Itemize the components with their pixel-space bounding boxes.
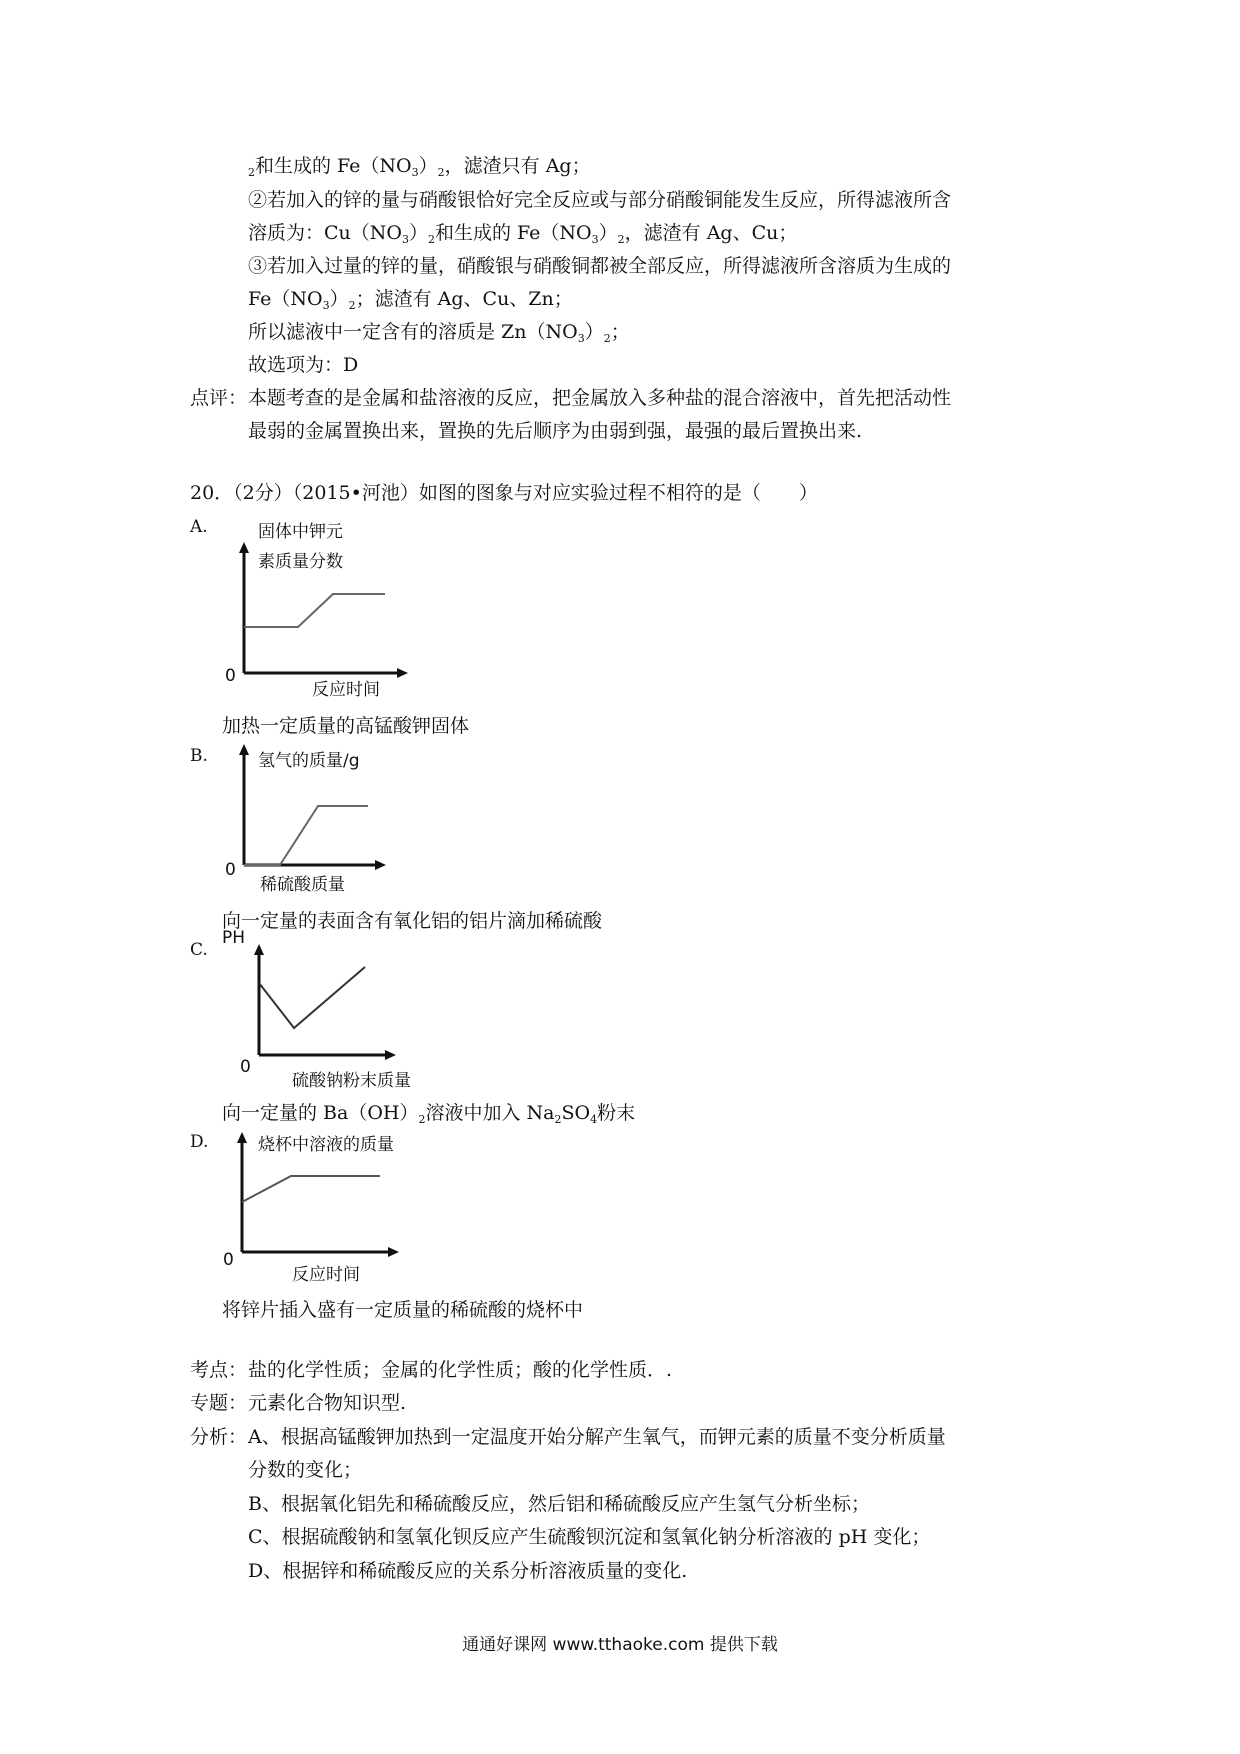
kaodian-label: 考点： [190,1359,248,1381]
fenxi-line-5: D、根据锌和稀硫酸反应的关系分析溶液质量的变化. [248,1560,688,1582]
option-a-ylabel-1: 固体中钾元 [258,522,343,542]
option-c-graph [245,942,420,1062]
fenxi-line-4: C、根据硫酸钠和氢氧化钡反应产生硫酸钡沉淀和氢氧化钠分析溶液的 pH 变化； [248,1526,931,1548]
fenxi-line-2: 分数的变化； [248,1459,363,1481]
analysis-line-3: 溶质为：$Cu(NO_3)_2$和生成的 $Fe(NO_3)_2$，滤渣有 Ag、Cu； [248,222,798,246]
analysis-line-6: 所以滤液中一定含有的溶质是 $Zn(NO_3)_2$； [248,321,630,345]
option-d-caption: 将锌片插入盛有一定质量的稀硫酸的烧杯中 [222,1299,584,1321]
option-a-graph [230,540,410,680]
analysis-line-1: $_2$和生成的 $Fe(NO_3)_2$，滤渣只有 Ag； [248,155,591,179]
option-c-ylabel-1: PH [222,928,246,948]
zhuanti-label: 专题： [190,1392,248,1414]
option-d-origin: 0 [223,1250,234,1270]
option-c-xlabel: 硫酸钠粉末质量 [292,1071,411,1091]
option-d-letter: D. [190,1132,209,1152]
option-a-ylabel-2: 素质量分数 [258,552,343,572]
fenxi-label: 分析： [190,1426,248,1448]
option-d-ylabel-1: 烧杯中溶液的质量 [258,1135,394,1155]
option-a-origin: 0 [225,666,236,686]
option-b-xlabel: 稀硫酸质量 [260,875,345,895]
comment-label: 点评： [190,387,248,409]
option-c-letter: C. [190,940,208,960]
footer-source: 通通好课网 www.tthaoke.com 提供下载 [462,1635,778,1655]
option-b-caption: 向一定量的表面含有氧化铝的铝片滴加稀硫酸 [222,910,603,932]
option-d-graph [228,1130,408,1260]
option-a-caption: 加热一定质量的高锰酸钾固体 [222,715,470,737]
option-b-origin: 0 [225,860,236,880]
analysis-line-5: $Fe(NO_3)_2$；滤渣有 Ag、Cu、Zn； [248,288,573,312]
option-a-letter: A. [190,517,208,537]
kaodian-text: 盐的化学性质；金属的化学性质；酸的化学性质．. [248,1359,673,1381]
option-b-letter: B. [190,746,208,766]
zhuanti-text: 元素化合物知识型. [248,1392,407,1414]
question-stem: 20．（2分）（2015•河池）如图的图象与对应实验过程不相符的是（ ） [190,482,818,504]
analysis-line-7: 故选项为：D [248,354,359,376]
fenxi-line-3: B、根据氧化铝先和稀硫酸反应，然后铝和稀硫酸反应产生氢气分析坐标； [248,1493,870,1515]
comment-line-1: 本题考查的是金属和盐溶液的反应，把金属放入多种盐的混合溶液中，首先把活动性 [248,387,952,409]
option-a-xlabel: 反应时间 [312,680,380,700]
option-b-graph [230,742,410,872]
fenxi-line-1: A、根据高锰酸钾加热到一定温度开始分解产生氧气，而钾元素的质量不变分析质量 [248,1426,946,1448]
analysis-line-2: ②若加入的锌的量与硝酸银恰好完全反应或与部分硝酸铜能发生反应，所得滤液所含 [248,189,952,211]
option-d-xlabel: 反应时间 [292,1265,360,1285]
analysis-line-4: ③若加入过量的锌的量，硝酸银与硝酸铜都被全部反应，所得滤液所含溶质为生成的 [248,255,952,277]
option-c-origin: 0 [240,1057,251,1077]
option-b-ylabel-1: 氢气的质量/g [258,751,360,771]
option-c-caption: 向一定量的 $Ba(OH)_2$溶液中加入 $Na_2SO_4$粉末 [222,1102,636,1126]
comment-line-2: 最弱的金属置换出来，置换的先后顺序为由弱到强，最强的最后置换出来. [248,420,863,442]
